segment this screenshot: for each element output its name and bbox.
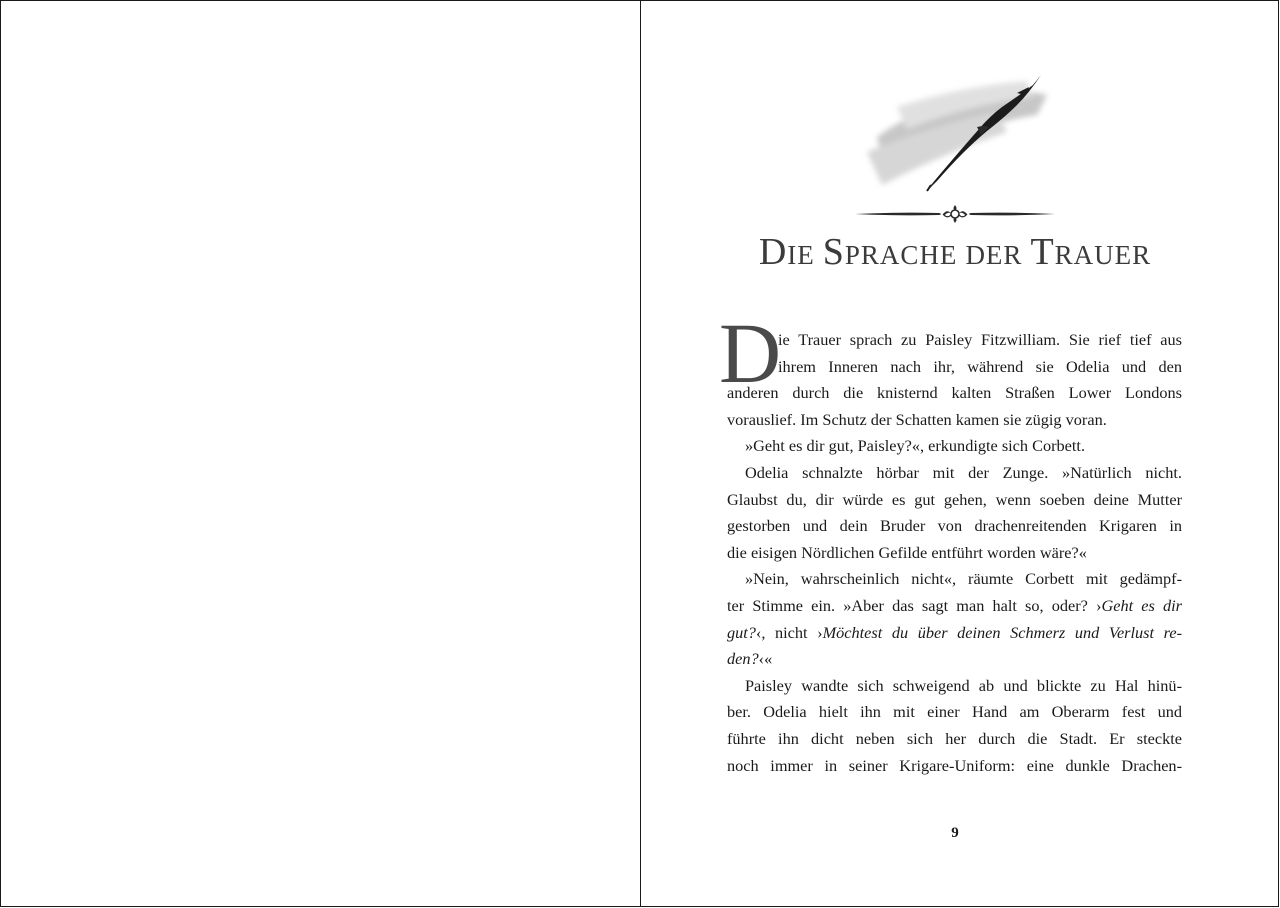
- chapter-title-rest: RAUER: [1054, 240, 1152, 270]
- text-line: Paisley wandte sich schweigend ab und blickte zu Hal hinü-: [745, 675, 1182, 695]
- chapter-title-rest: IE: [787, 240, 815, 270]
- chapter-title-word: [965, 240, 1022, 271]
- text-line: Glaubst du, dir würde es gut gehen, wenn soeben deine Mutter: [727, 489, 1182, 509]
- text-line: »Geht es dir gut, Paisley?«, erkundigte sich Corbett.: [745, 436, 1086, 456]
- text-line: ter Stimme ein. »Aber das sagt man halt so, oder? ›Geht es dir: [727, 595, 1182, 615]
- page-number: 9: [951, 825, 959, 841]
- chapter-title-rest: DER: [965, 240, 1023, 270]
- text-line: »Nein, wahrscheinlich nicht«, räumte Corbett mit gedämpf-: [745, 569, 1182, 589]
- text-line: die eisigen Nördlichen Gefilde entführt worden wäre?«: [727, 542, 1087, 562]
- feather-icon: [857, 67, 1057, 197]
- text-line: noch immer in seiner Krigare-Uniform: eine dunkle Drachen-: [727, 755, 1182, 775]
- chapter-title-rest: PRACHE: [844, 240, 958, 270]
- text-line: gestorben und dein Bruder von drachenreitenden Krigaren in: [727, 516, 1182, 536]
- fleuron-ornament-icon: [855, 203, 1055, 225]
- left-page: [1, 1, 641, 907]
- text-line: anderen durch die knisternd kalten Straßen Lower Londons: [727, 383, 1182, 403]
- text-lines: [727, 327, 1182, 779]
- text-line: ihrem Inneren nach ihr, während sie Odelia und den: [778, 356, 1182, 376]
- chapter-title: [641, 230, 1269, 274]
- chapter-title-word: [759, 230, 815, 274]
- text-line: führte ihn dicht neben sich her durch die Stadt. Er steckte: [727, 728, 1182, 748]
- text-line: vorauslief. Im Schutz der Schatten kamen sie zügig voran.: [727, 409, 1107, 429]
- chapter-title-word: [1030, 230, 1151, 274]
- chapter-title-initial: T: [1030, 231, 1055, 273]
- text-line: gut?‹, nicht ›Möchtest du über deinen Schmerz und Verlust re-: [727, 622, 1183, 642]
- text-line: ber. Odelia hielt ihn mit einer Hand am Oberarm fest und: [727, 702, 1182, 722]
- body-text: [719, 305, 1183, 779]
- text-line: Odelia schnalzte hörbar mit der Zunge. »Natürlich nicht.: [745, 462, 1182, 482]
- chapter-title-initial: S: [822, 231, 845, 273]
- drop-cap: D: [719, 305, 782, 401]
- chapter-title-initial: D: [758, 231, 788, 273]
- chapter-title-word: [823, 230, 958, 274]
- right-page: [641, 1, 1279, 907]
- text-line: ie Trauer sprach zu Paisley Fitzwilliam. Sie rief tief aus: [778, 330, 1182, 349]
- text-line: den?‹«: [727, 649, 773, 669]
